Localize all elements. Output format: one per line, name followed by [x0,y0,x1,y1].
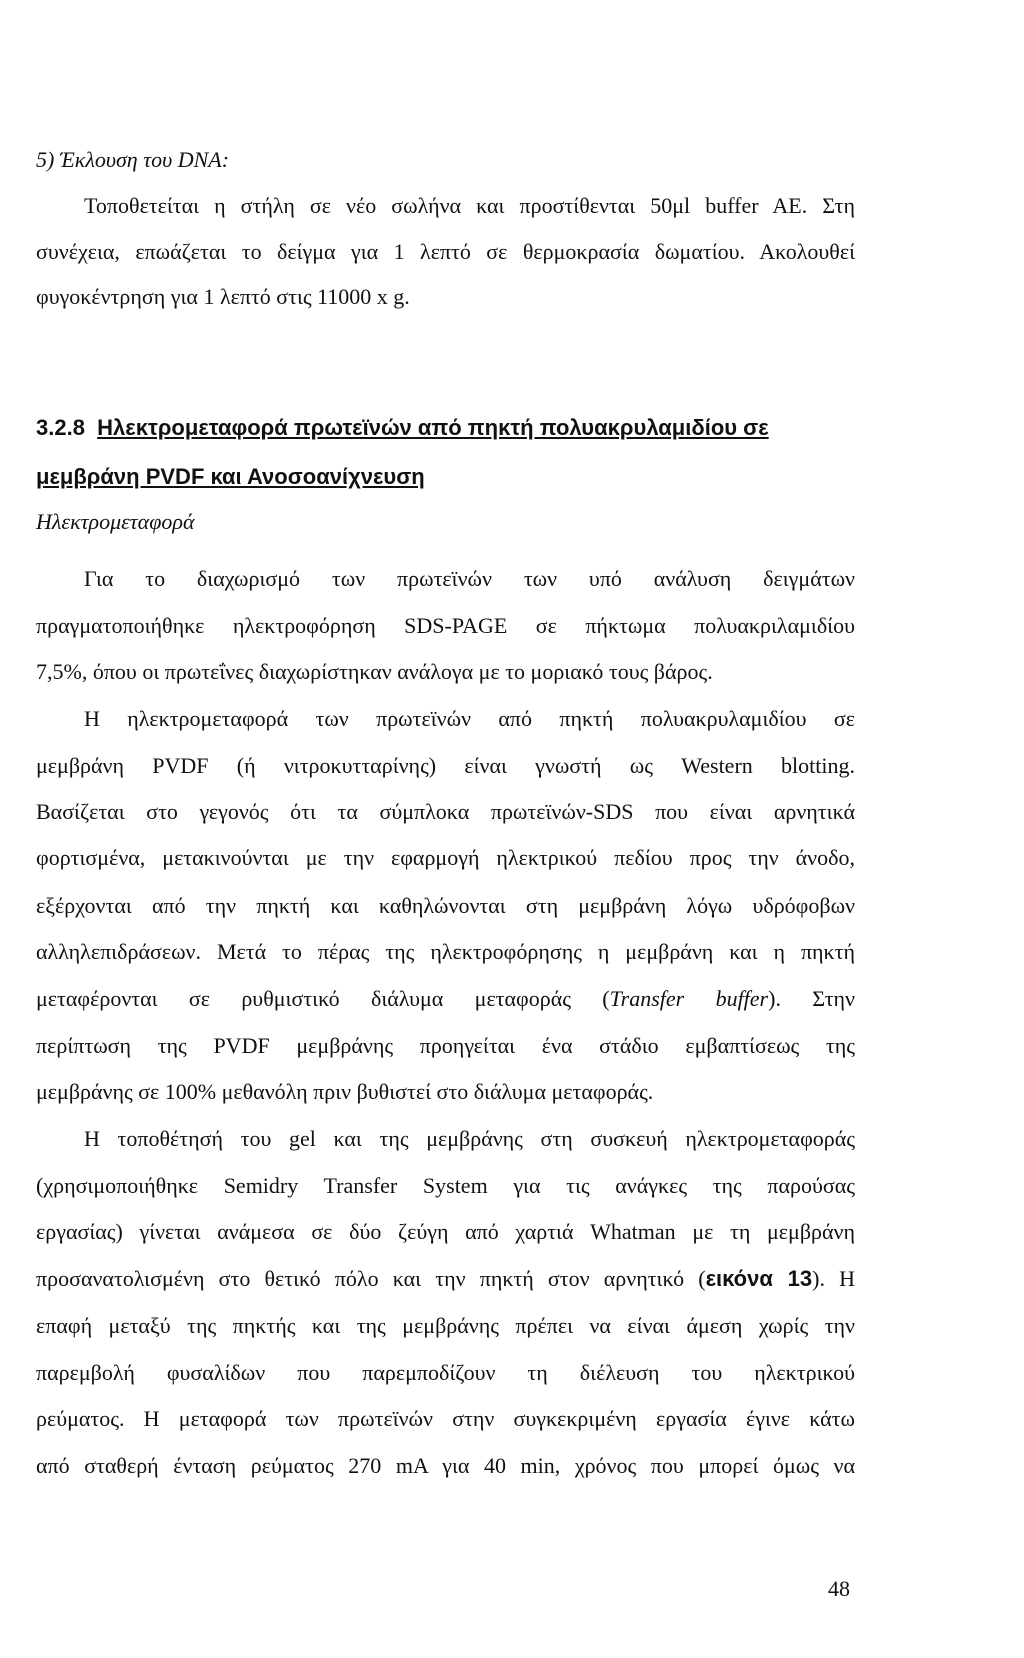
body-line [36,984,855,1014]
section-number: 3.2.8 [36,415,85,440]
body-line: Η ηλεκτρομεταφορά των πρωτεϊνών από πηκτή πολυακρυλαμιδίου σε [84,706,855,731]
body-line: επαφή μεταξύ της πηκτής και της μεμβράνης πρέπει να είναι άμεση χωρίς την [36,1313,855,1338]
body-line: Τοποθετείται η στήλη σε νέο σωλήνα και προστίθενται 50μl buffer AE. Στη [84,193,855,218]
body-line: (χρησιμοποιήθηκε Semidry Transfer System για τις ανάγκες της παρούσας [36,1173,855,1198]
body-line: Για το διαχωρισμό των πρωτεϊνών των υπό ανάλυση δειγμάτων [84,566,855,591]
text-run: ). Στην [768,986,855,1011]
body-line: συνέχεια, επωάζεται το δείγμα για 1 λεπτό σε θερμοκρασία δωματίου. Ακολουθεί [36,239,855,264]
body-line: μεμβράνης σε 100% μεθανόλη πριν βυθιστεί στο διάλυμα μεταφοράς. [36,1079,654,1104]
body-line: 7,5%, όπου οι πρωτεΐνες διαχωρίστηκαν ανάλογα με το μοριακό τους βάρος. [36,659,713,684]
text-run: μεταφέρονται σε ρυθμιστικό διάλυμα μεταφοράς ( [36,986,610,1011]
section-title: Ηλεκτρομεταφορά πρωτεϊνών από πηκτή πολυακρυλαμιδίου σε [97,415,769,440]
transfer-buffer-term: Transfer buffer [609,986,769,1011]
body-line: πραγματοποιήθηκε ηλεκτροφόρηση SDS-PAGE σε πήκτωμα πολυακριλαμιδίου [36,613,855,638]
body-line [36,1264,855,1294]
body-line: από σταθερή ένταση ρεύματος 270 mA για 40 min, χρόνος που μπορεί όμως να [36,1453,855,1478]
body-line: φυγοκέντρηση για 1 λεπτό στις 11000 x g. [36,284,410,309]
section-5-title: 5) Έκλουση του DNA: [36,147,230,172]
body-line: εξέρχονται από την πηκτή και καθηλώνονται στη μεμβράνη λόγω υδρόφοβων [36,893,855,918]
body-line: μεμβράνη PVDF (ή νιτροκυτταρίνης) είναι γνωστή ως Western blotting. [36,753,855,778]
body-line: Βασίζεται στο γεγονός ότι τα σύμπλοκα πρωτεϊνών-SDS που είναι αρνητικά [36,799,855,824]
body-line: αλληλεπιδράσεων. Μετά το πέρας της ηλεκτροφόρησης η μεμβράνη και η πηκτή [36,939,855,964]
body-line: ρεύματος. Η μεταφορά των πρωτεϊνών στην συγκεκριμένη εργασία έγινε κάτω [36,1406,855,1431]
text-run: ). Η [812,1266,856,1291]
section-heading [36,413,769,443]
text-run: προσανατολισμένη στο θετικό πόλο και την πηκτή στον αρνητικό ( [36,1266,706,1291]
subsection-title: Ηλεκτρομεταφορά [36,509,195,534]
body-line: παρεμβολή φυσαλίδων που παρεμποδίζουν τη διέλευση του ηλεκτρικού [36,1360,855,1385]
section-title-continued: μεμβράνη PVDF και Ανοσοανίχνευση [36,464,425,489]
figure-reference: εικόνα 13 [705,1266,813,1291]
body-line: Η τοποθέτησή του gel και της μεμβράνης στη συσκευή ηλεκτρομεταφοράς [84,1126,855,1151]
body-line: φορτισμένα, μετακινούνται με την εφαρμογή ηλεκτρικού πεδίου προς την άνοδο, [36,845,855,870]
page-number: 48 [828,1576,850,1601]
body-line: εργασίας) γίνεται ανάμεσα σε δύο ζεύγη από χαρτιά Whatman με τη μεμβράνη [36,1219,855,1244]
body-line: περίπτωση της PVDF μεμβράνης προηγείται ένα στάδιο εμβαπτίσεως της [36,1033,855,1058]
